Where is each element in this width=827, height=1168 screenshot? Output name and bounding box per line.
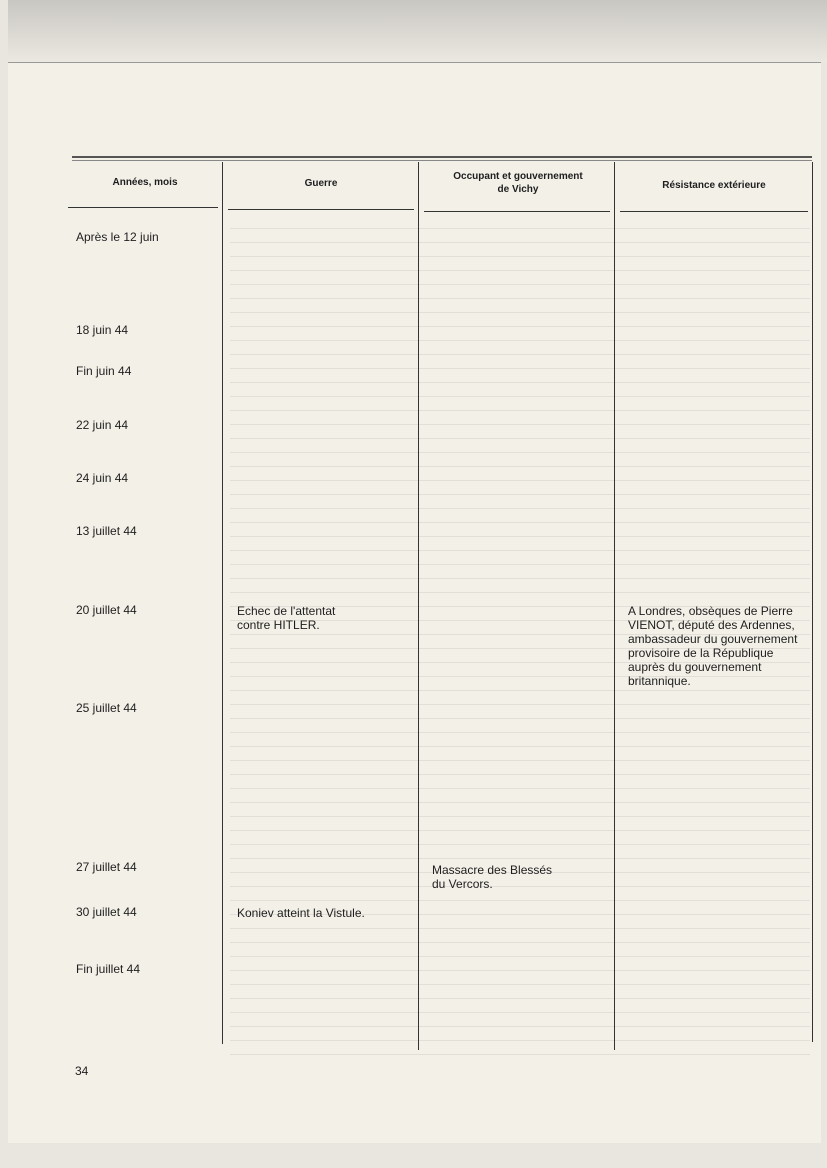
column-divider-1 [222, 162, 223, 1044]
occupant-text-line: Massacre des Blessés [432, 863, 553, 877]
header-annees-mois: Années, mois [112, 177, 178, 188]
occupant-cell [432, 863, 552, 891]
date-cell: 25 juillet 44 [76, 701, 137, 715]
date-cell: 22 juin 44 [76, 418, 129, 432]
resistance-text-line: britannique. [628, 674, 691, 688]
column-divider-3 [614, 162, 615, 1050]
header-resistance-exterieure: Résistance extérieure [662, 180, 766, 191]
header-guerre: Guerre [304, 178, 338, 189]
resistance-cell [628, 604, 806, 688]
table-top-rule [72, 156, 812, 158]
scan-edge [8, 0, 827, 62]
date-cell: 13 juillet 44 [76, 524, 137, 538]
resistance-text-line: auprès du gouvernement [628, 660, 762, 674]
date-cell: 30 juillet 44 [76, 905, 137, 919]
page-number: 34 [75, 1064, 89, 1078]
header-underline-4 [620, 211, 808, 212]
guerre-cell [237, 906, 365, 920]
date-cell: Fin juin 44 [76, 364, 132, 378]
column-divider-2 [418, 162, 419, 1050]
header-occupant-line1: Occupant et gouvernement [453, 171, 583, 182]
header-occupant [422, 170, 614, 196]
header-underline-1 [68, 207, 218, 208]
guerre-text-line: Koniev atteint la Vistule. [237, 906, 365, 920]
date-cell: 24 juin 44 [76, 471, 129, 485]
date-cell: 27 juillet 44 [76, 860, 137, 874]
guerre-text-line: Echec de l'attentat [237, 604, 336, 618]
resistance-text-line: VIENOT, député des Ardennes, [628, 618, 795, 632]
header-occupant-line2: de Vichy [497, 184, 539, 195]
resistance-text-line: A Londres, obsèques de Pierre [628, 604, 793, 618]
resistance-text-line: ambassadeur du gouvernement [628, 632, 798, 646]
guerre-cell [237, 604, 335, 632]
table-top-rule-thin [72, 160, 812, 161]
header-underline-2 [228, 209, 414, 210]
date-cell: Fin juillet 44 [76, 962, 141, 976]
resistance-text-line: provisoire de la République [628, 646, 774, 660]
header-underline-3 [424, 211, 610, 212]
guerre-text-line: contre HITLER. [237, 618, 320, 632]
occupant-text-line: du Vercors. [432, 877, 493, 891]
column-divider-right [812, 162, 813, 1042]
date-cell: Après le 12 juin [76, 230, 159, 244]
date-cell: 18 juin 44 [76, 323, 129, 337]
date-cell: 20 juillet 44 [76, 603, 137, 617]
